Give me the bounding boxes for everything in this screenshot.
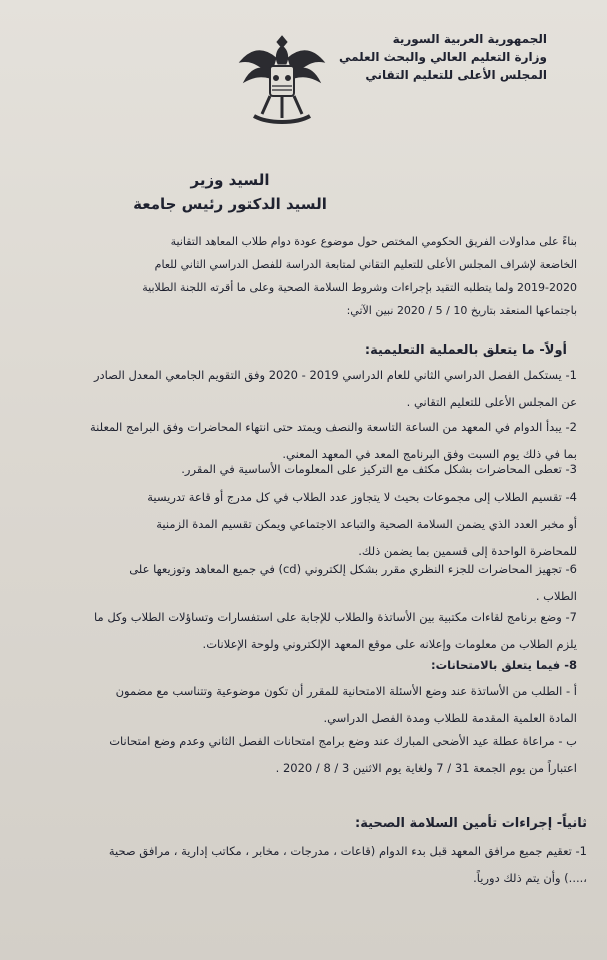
addressee-block — [80, 168, 380, 216]
eagle-emblem-icon — [232, 28, 332, 128]
intro-line: الخاضعة لإشراف المجلس الأعلى للتعليم التقاني لمتابعة الدراسة للفصل الدراسي الثاني للعام — [154, 258, 577, 271]
list-item-6 — [17, 556, 577, 610]
item-line: 3- تعطى المحاضرات بشكل مكثف مع التركيز على المعلومات الأساسية في المقرر. — [181, 462, 577, 476]
item-line: المادة العلمية المقدمة للطلاب ومدة الفصل الدراسي. — [323, 711, 577, 725]
item-line: بما في ذلك يوم السبت وفق البرنامج المعد في المعهد المعني. — [282, 447, 577, 461]
list-item-3 — [17, 456, 577, 483]
list-item-8b — [17, 728, 577, 782]
list-item-1 — [17, 362, 577, 416]
letterhead-line-2: وزارة التعليم العالي والبحث العلمي — [338, 50, 547, 64]
intro-line: باجتماعها المنعقد بتاريخ 10 / 5 / 2020 نبين الآتي: — [346, 304, 577, 317]
intro-paragraph — [17, 230, 577, 322]
letterhead-line-3: المجلس الأعلى للتعليم التقاني — [365, 68, 547, 82]
section-2-title: ثانياً- إجراءات تأمين السلامة الصحية: — [355, 816, 587, 831]
addressee-line-2: السيد الدكتور رئيس جامعة — [133, 195, 327, 213]
item-line: أ - الطلب من الأساتذة عند وضع الأسئلة الامتحانية للمقرر أن تكون موضوعية وتتناسب مع مضمون — [115, 684, 577, 698]
item-line: ،....) وأن يتم ذلك دورياً. — [473, 871, 587, 885]
item-line: 4- تقسيم الطلاب إلى مجموعات بحيث لا يتجاوز عدد الطلاب في كل مدرج أو قاعة تدريسية — [147, 490, 577, 504]
item-line: 8- فيما يتعلق بالامتحانات: — [430, 658, 577, 672]
section-1-title: أولاً- ما يتعلق بالعملية التعليمية: — [364, 343, 567, 358]
intro-line: 2019-2020 ولما يتطلبه التقيد بإجراءات وشروط السلامة الصحية وعلى ما أقرته اللجنة الطلابية — [142, 281, 577, 294]
item-line: 6- تجهيز المحاضرات للجزء النظري مقرر بشكل إلكتروني (cd) في جميع المعاهد وتوزيعها على — [129, 562, 577, 576]
list-item-7 — [17, 604, 577, 658]
item-line: عن المجلس الأعلى للتعليم التقاني . — [406, 395, 577, 409]
item-line: ب - مراعاة عطلة عيد الأضحى المبارك عند وضع برامج امتحانات الفصل الثاني وعدم وضع امتحانات — [109, 734, 577, 748]
list-item-s2-1 — [17, 838, 587, 892]
item-line: 7- وضع برنامج لقاءات مكتبية بين الأساتذة والطلاب للإجابة على استفسارات وتساؤلات الطلاب وكل ما — [94, 610, 577, 624]
item-line: يلزم الطلاب من معلومات وإعلانه على موقع المعهد الإلكتروني ولوحة الإعلانات. — [202, 637, 577, 651]
item-line: اعتباراً من يوم الجمعة 31 / 7 ولغاية يوم الاثنين 3 / 8 / 2020 . — [275, 761, 577, 775]
intro-line: بناءً على مداولات الفريق الحكومي المختص حول موضوع عودة دوام طلاب المعاهد التقانية — [170, 235, 577, 248]
item-line: الطلاب . — [535, 589, 577, 603]
letterhead — [338, 30, 547, 84]
list-item-4 — [17, 484, 577, 565]
addressee-line-1: السيد وزير — [190, 171, 270, 189]
list-item-8 — [17, 652, 577, 679]
item-line: 2- يبدأ الدوام في المعهد من الساعة التاسعة والنصف ويمتد حتى انتهاء المحاضرات وفق البرامج المعلنة — [90, 420, 577, 434]
list-item-8a — [17, 678, 577, 732]
item-line: 1- يستكمل الفصل الدراسي الثاني للعام الدراسي 2019 - 2020 وفق التقويم الجامعي المعدل الصادر — [93, 368, 577, 382]
letterhead-line-1: الجمهورية العربية السورية — [392, 32, 547, 46]
item-line: للمحاضرة الواحدة إلى قسمين بما يضمن ذلك. — [358, 544, 577, 558]
item-line: أو مخبر العدد الذي يضمن السلامة الصحية والتباعد الاجتماعي ويمكن تقسيم المدة الزمنية — [156, 517, 577, 531]
item-line: 1- تعقيم جميع مرافق المعهد قبل بدء الدوام (قاعات ، مدرجات ، مخابر ، مكاتب إدارية ، مرافق صحية — [108, 844, 587, 858]
